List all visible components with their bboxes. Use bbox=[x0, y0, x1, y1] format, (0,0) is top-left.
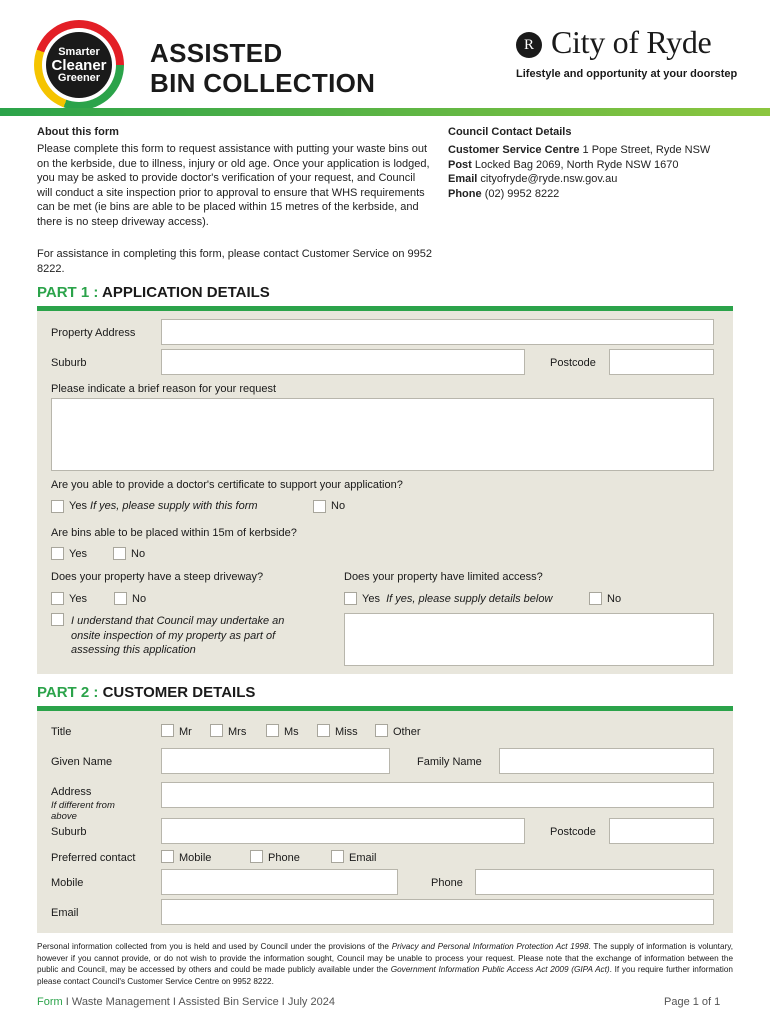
title-other-checkbox[interactable] bbox=[375, 724, 388, 737]
title-label: Title bbox=[51, 726, 72, 738]
property-address-input[interactable] bbox=[161, 319, 714, 345]
part-name: CUSTOMER DETAILS bbox=[102, 684, 256, 701]
part-number: PART 2 : bbox=[37, 684, 99, 701]
inspection-consent-label: I understand that Council may undertake an onsite inspection of my property as part of assessing this application bbox=[71, 615, 285, 657]
logo-line: Greener bbox=[57, 71, 101, 84]
doctor-no-label: No bbox=[331, 500, 346, 512]
title-ms-label: Ms bbox=[284, 726, 299, 738]
contact-label: Email bbox=[448, 173, 478, 186]
contact-email-label: Email bbox=[349, 852, 377, 864]
access-yes-checkbox[interactable] bbox=[344, 592, 357, 605]
mobile-input[interactable] bbox=[161, 869, 398, 895]
bins-yes-label: Yes bbox=[69, 548, 87, 560]
part-name: APPLICATION DETAILS bbox=[102, 284, 270, 301]
email-label: Email bbox=[51, 907, 79, 919]
suburb-input[interactable] bbox=[161, 349, 525, 375]
mobile-label: Mobile bbox=[51, 877, 84, 889]
contact-email-checkbox[interactable] bbox=[331, 850, 344, 863]
title-mrs-label: Mrs bbox=[228, 726, 247, 738]
bins-yes-checkbox[interactable] bbox=[51, 547, 64, 560]
logo-line: Cleaner bbox=[51, 56, 107, 74]
family-name-input[interactable] bbox=[499, 748, 714, 774]
about-text: Please complete this form to request assistance with putting your waste bins out on the kerbside, due to illness, injury or old age. Once your application is lodged, you may be asked to provide doctor's verification of your request, and Council will conduct a site inspection prior to approval to ensure that WHS requirements can be met (ie bins are able to be placed within 15 metres of the kerbside, and there is no steep driveway access). bbox=[37, 143, 430, 228]
postcode2-label: Postcode bbox=[550, 826, 596, 838]
page-number: Page 1 of 1 bbox=[664, 996, 721, 1008]
address-label: Address bbox=[51, 786, 92, 798]
contact-mobile-checkbox[interactable] bbox=[161, 850, 174, 863]
driveway-question: Does your property have a steep driveway? bbox=[51, 571, 264, 583]
contact-label: Phone bbox=[448, 187, 482, 200]
title-other-label: Other bbox=[393, 726, 421, 738]
given-name-input[interactable] bbox=[161, 748, 390, 774]
reason-textarea[interactable] bbox=[51, 398, 714, 471]
address-note: If different from above bbox=[51, 800, 115, 822]
title-miss-checkbox[interactable] bbox=[317, 724, 330, 737]
doctor-yes-checkbox[interactable] bbox=[51, 500, 64, 513]
contact-details bbox=[448, 143, 710, 201]
council-tagline: Lifestyle and opportunity at your doorstep bbox=[516, 68, 738, 80]
assistance-text: For assistance in completing this form, please contact Customer Service on 9952 8222. bbox=[37, 248, 432, 275]
postcode-label: Postcode bbox=[550, 357, 596, 369]
doctor-no-checkbox[interactable] bbox=[313, 500, 326, 513]
preferred-contact-label: Preferred contact bbox=[51, 852, 136, 864]
contact-label: Post bbox=[448, 158, 472, 171]
title-miss-label: Miss bbox=[335, 726, 358, 738]
postcode2-input[interactable] bbox=[609, 818, 714, 844]
bins-question: Are bins able to be placed within 15m of kerbside? bbox=[51, 527, 297, 539]
logo-line: Smarter bbox=[58, 45, 100, 58]
doctor-yes-label: Yes If yes, please supply with this form bbox=[69, 500, 258, 512]
access-question: Does your property have limited access? bbox=[344, 571, 543, 583]
access-no-label: No bbox=[607, 593, 622, 605]
part1-title bbox=[37, 284, 270, 301]
footer-reference: Form I Waste Management I Assisted Bin Service I July 2024 bbox=[37, 996, 335, 1008]
property-address-label: Property Address bbox=[51, 327, 136, 339]
title-mr-checkbox[interactable] bbox=[161, 724, 174, 737]
contact-value: (02) 9952 8222 bbox=[484, 187, 560, 200]
header-divider bbox=[0, 108, 770, 116]
contact-mobile-label: Mobile bbox=[179, 852, 212, 864]
bins-no-label: No bbox=[131, 548, 146, 560]
smarter-cleaner-greener-logo bbox=[46, 32, 112, 98]
inspection-consent-checkbox[interactable] bbox=[51, 613, 64, 626]
title-line: ASSISTED bbox=[150, 38, 283, 68]
driveway-yes-checkbox[interactable] bbox=[51, 592, 64, 605]
suburb2-label: Suburb bbox=[51, 826, 87, 838]
access-yes-label: Yes If yes, please supply details below bbox=[362, 593, 553, 605]
given-name-label: Given Name bbox=[51, 756, 113, 768]
doctor-question: Are you able to provide a doctor's certificate to support your application? bbox=[51, 479, 403, 491]
address-input[interactable] bbox=[161, 782, 714, 808]
access-no-checkbox[interactable] bbox=[589, 592, 602, 605]
title-ms-checkbox[interactable] bbox=[266, 724, 279, 737]
suburb-label: Suburb bbox=[51, 357, 87, 369]
email-input[interactable] bbox=[161, 899, 714, 925]
phone-input[interactable] bbox=[475, 869, 714, 895]
part2-title bbox=[37, 684, 255, 701]
reason-label: Please indicate a brief reason for your request bbox=[51, 383, 277, 395]
driveway-no-checkbox[interactable] bbox=[114, 592, 127, 605]
access-details-textarea[interactable] bbox=[344, 613, 714, 666]
contact-phone-label: Phone bbox=[268, 852, 300, 864]
contact-label: Customer Service Centre bbox=[448, 144, 580, 156]
part-number: PART 1 : bbox=[37, 284, 99, 301]
contact-email-link[interactable]: cityofryde@ryde.nsw.gov.au bbox=[480, 173, 618, 186]
title-mrs-checkbox[interactable] bbox=[210, 724, 223, 737]
council-name: City of Ryde bbox=[551, 24, 712, 60]
document-title bbox=[150, 38, 375, 98]
contact-heading: Council Contact Details bbox=[448, 126, 572, 138]
contact-value: Locked Bag 2069, North Ryde NSW 1670 bbox=[474, 158, 679, 171]
suburb2-input[interactable] bbox=[161, 818, 525, 844]
contact-value: 1 Pope Street, Ryde NSW bbox=[582, 144, 711, 156]
driveway-no-label: No bbox=[132, 593, 147, 605]
phone-label: Phone bbox=[431, 877, 463, 889]
driveway-yes-label: Yes bbox=[69, 593, 87, 605]
title-mr-label: Mr bbox=[179, 726, 192, 738]
title-line: BIN COLLECTION bbox=[150, 68, 376, 98]
contact-phone-checkbox[interactable] bbox=[250, 850, 263, 863]
postcode-input[interactable] bbox=[609, 349, 714, 375]
family-name-label: Family Name bbox=[417, 756, 482, 768]
bins-no-checkbox[interactable] bbox=[113, 547, 126, 560]
about-heading: About this form bbox=[37, 126, 119, 138]
city-of-ryde-badge-icon: R bbox=[516, 32, 542, 58]
privacy-statement: Personal information collected from you is held and used by Council under the provisions of the Privacy and Personal Information Protection Act 1998. The supply of information is voluntary, however if you cannot provide, or do not wish to provide the information sought, Council may be unable to process your request. Please note that the exchange of information between the public and Council, may be accessed by others and could be made publicly available under the Government Information Public Access Act 2009 (GIPA Act). If you require further information please contact Council's Customer Service Centre on 9952 8222. bbox=[37, 942, 734, 986]
